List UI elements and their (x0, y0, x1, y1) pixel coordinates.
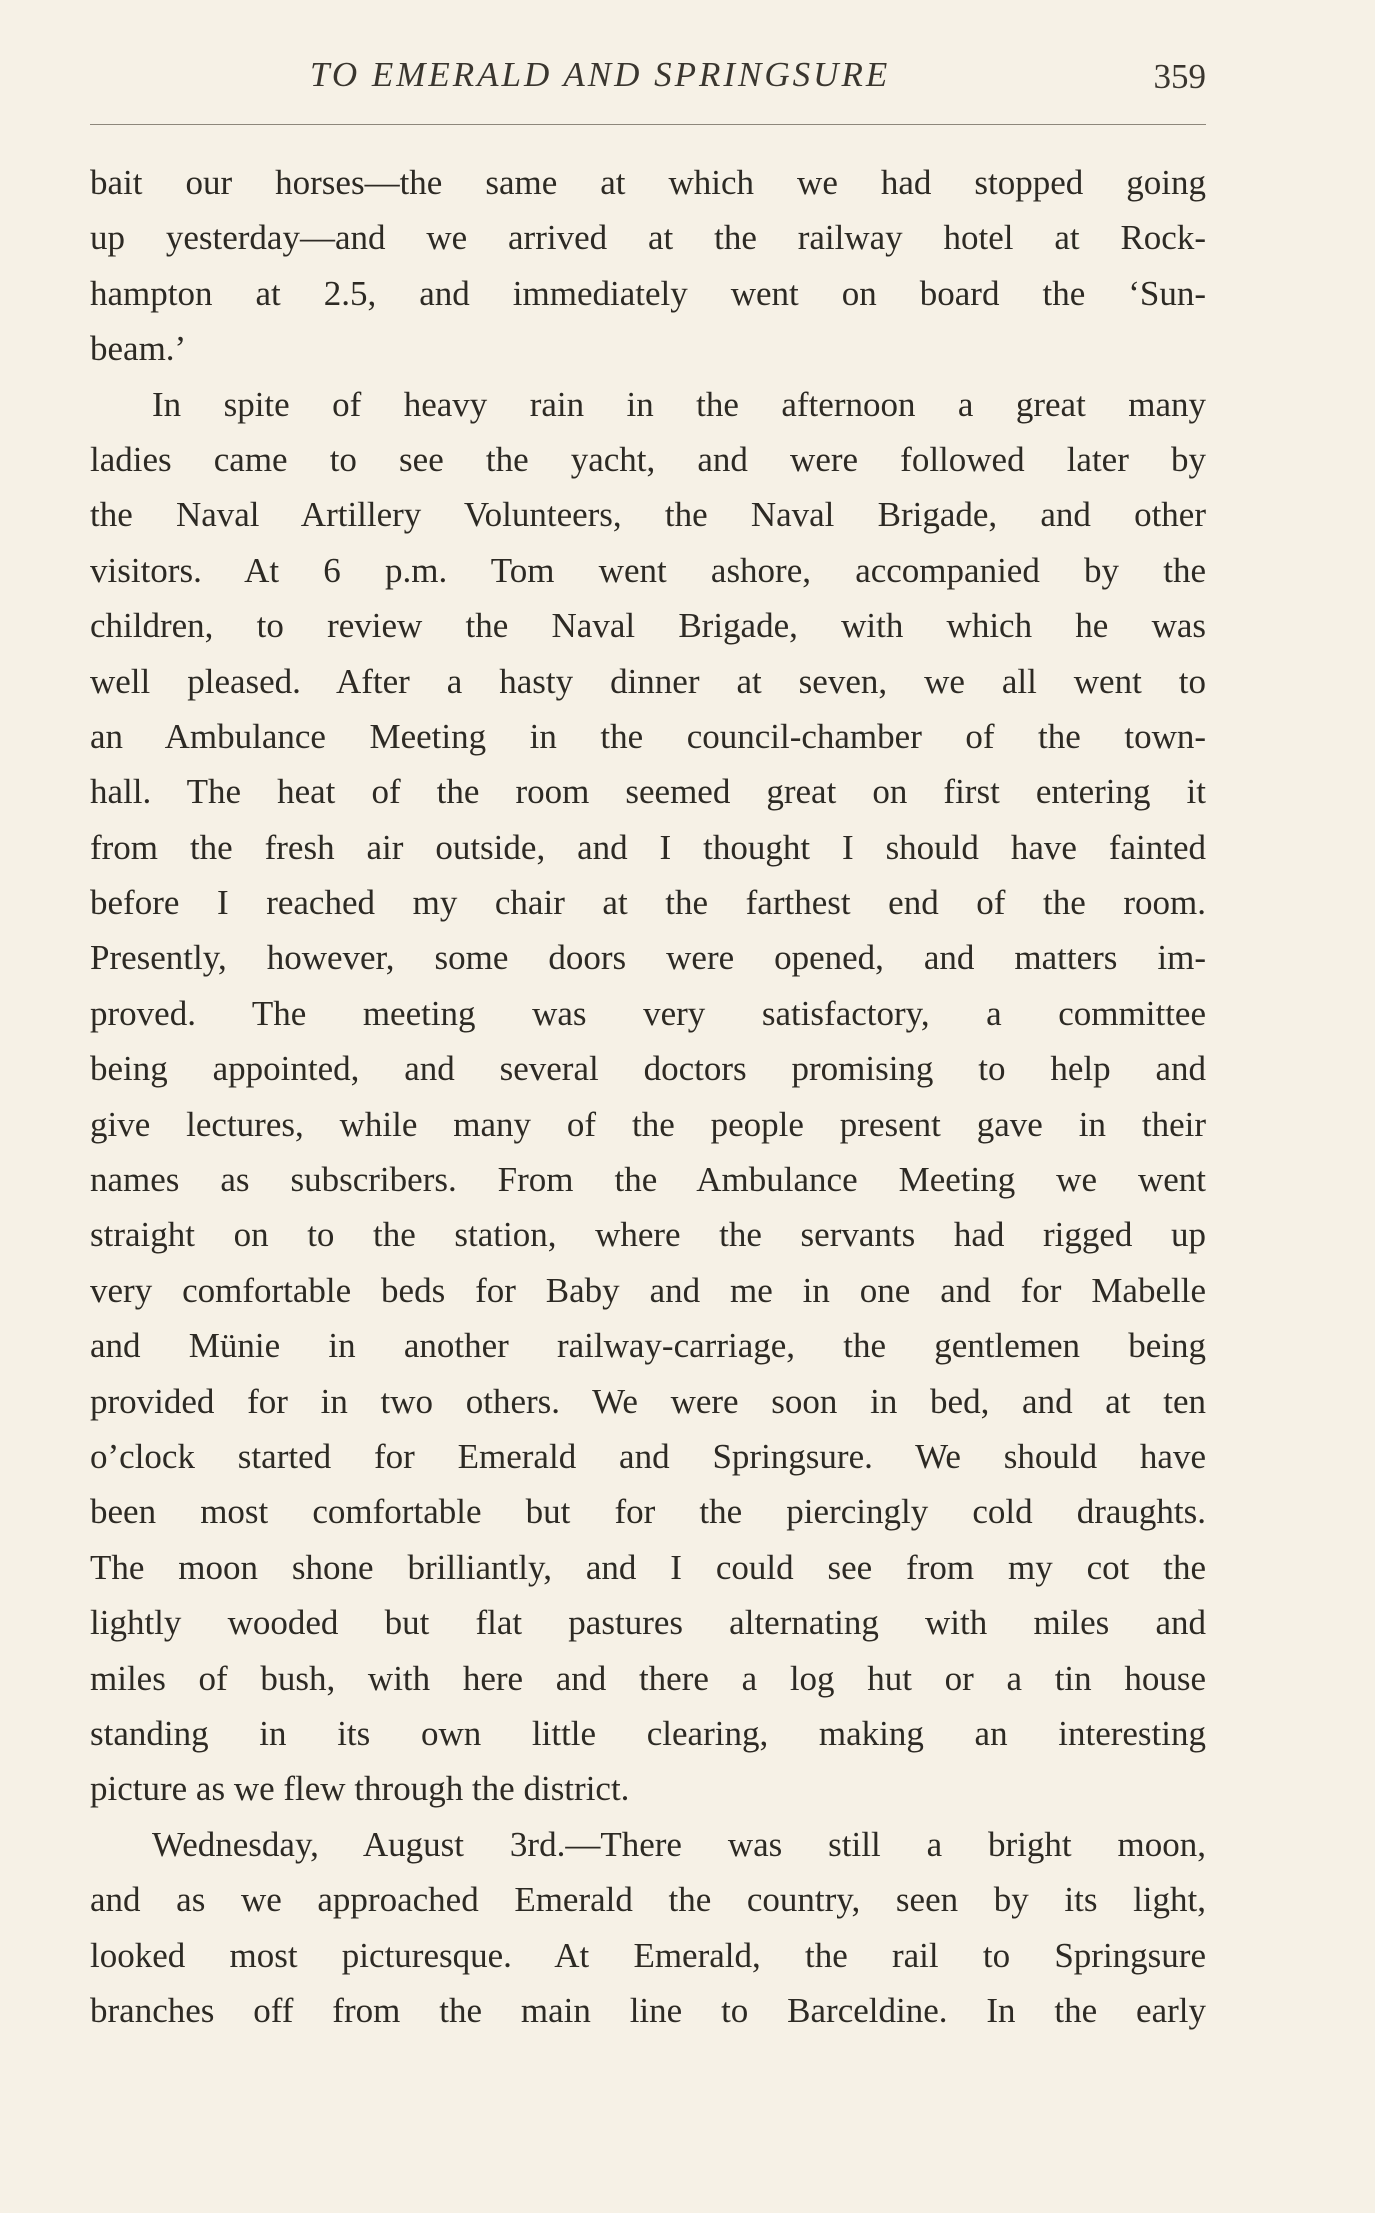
body-text (90, 155, 1206, 2038)
text-line: an Ambulance Meeting in the council-chamber of the town- (90, 716, 1206, 756)
text-line: hampton at 2.5, and immediately went on board the ‘Sun- (90, 273, 1206, 313)
text-line: ladies came to see the yacht, and were followed later by (90, 439, 1206, 479)
text-line: been most comfortable but for the piercingly cold draughts. (90, 1492, 1206, 1532)
text-line: and Münie in another railway-carriage, the gentlemen being (90, 1326, 1206, 1366)
text-line: very comfortable beds for Baby and me in one and for Mabelle (90, 1270, 1206, 1310)
text-line: up yesterday—and we arrived at the railway hotel at Rock- (90, 218, 1206, 258)
text-line: before I reached my chair at the farthest end of the room. (90, 883, 1206, 923)
text-line: and as we approached Emerald the country, seen by its light, (90, 1880, 1206, 1920)
text-line: looked most picturesque. At Emerald, the rail to Springsure (90, 1935, 1206, 1975)
text-line: lightly wooded but flat pastures alternating with miles and (90, 1603, 1206, 1643)
text-line: Presently, however, some doors were opened, and matters im- (90, 938, 1206, 978)
text-line: give lectures, while many of the people present gave in their (90, 1104, 1206, 1144)
text-line: Wednesday, August 3rd.—There was still a bright moon, (152, 1824, 1206, 1864)
text-line: miles of bush, with here and there a log hut or a tin house (90, 1658, 1206, 1698)
text-line: the Naval Artillery Volunteers, the Naval Brigade, and other (90, 495, 1206, 535)
text-line: The moon shone brilliantly, and I could see from my cot the (90, 1547, 1206, 1587)
page-number: 359 (1153, 57, 1206, 96)
text-line: o’clock started for Emerald and Springsure. We should have (90, 1436, 1206, 1476)
text-line: bait our horses—the same at which we had stopped going (90, 163, 1206, 202)
text-line: straight on to the station, where the servants had rigged up (90, 1215, 1206, 1255)
text-line: names as subscribers. From the Ambulance Meeting we went (90, 1160, 1206, 1200)
text-line: visitors. At 6 p.m. Tom went ashore, accompanied by the (90, 550, 1206, 590)
text-line: standing in its own little clearing, making an interesting (90, 1713, 1206, 1753)
text-line: hall. The heat of the room seemed great on first entering it (90, 772, 1206, 812)
text-line: In spite of heavy rain in the afternoon a great many (152, 384, 1206, 424)
text-line: branches off from the main line to Barceldine. In the early (90, 1990, 1206, 2030)
text-line: children, to review the Naval Brigade, with which he was (90, 606, 1206, 646)
running-head: TO EMERALD AND SPRINGSURE (310, 55, 891, 94)
text-line: beam.’ (90, 329, 187, 369)
header-rule (90, 124, 1206, 125)
text-line: picture as we flew through the district. (90, 1769, 630, 1809)
text-line: from the fresh air outside, and I thought I should have fainted (90, 827, 1206, 867)
text-line: proved. The meeting was very satisfactory, a committee (90, 993, 1206, 1033)
page-header (90, 55, 1206, 105)
text-line: well pleased. After a hasty dinner at seven, we all went to (90, 661, 1206, 701)
text-line: provided for in two others. We were soon in bed, and at ten (90, 1381, 1206, 1421)
text-line: being appointed, and several doctors promising to help and (90, 1049, 1206, 1089)
